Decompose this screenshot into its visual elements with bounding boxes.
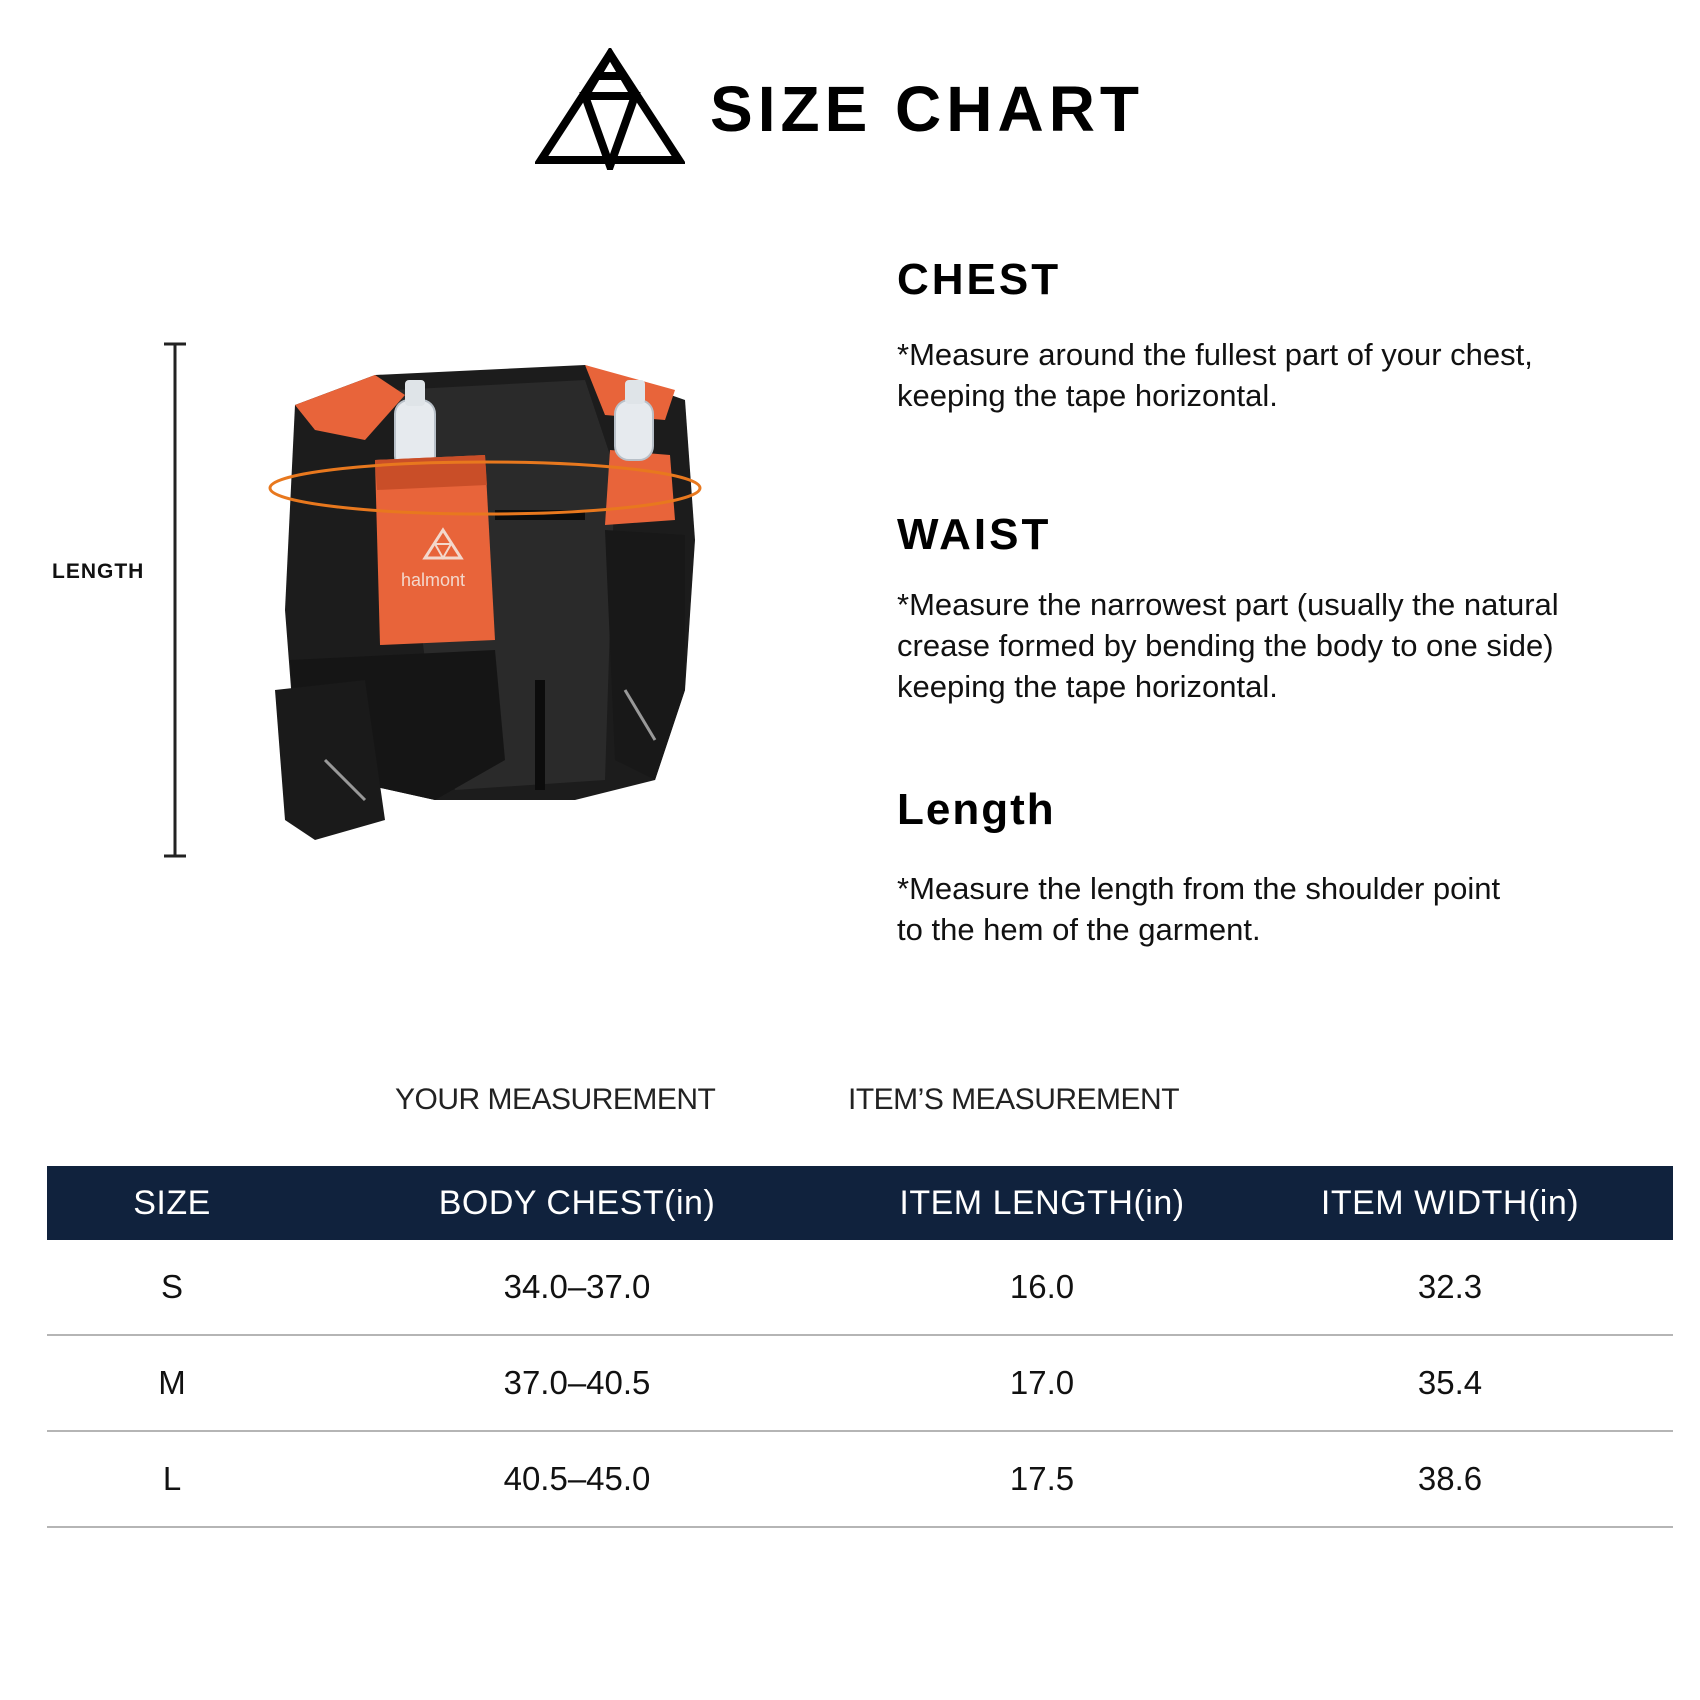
body-chest-cell: 40.5–45.0 (503, 1460, 651, 1497)
item-width-cell: 32.3 (1417, 1268, 1483, 1305)
waist-instructions: *Measure the narrowest part (usually the natural crease formed by bending the body to one side) keeping the tape horizontal. (897, 587, 1559, 704)
column-header-body-chest: BODY CHEST(in) (438, 1183, 716, 1222)
column-header-item-length: ITEM LENGTH(in) (899, 1183, 1185, 1222)
size-cell: M (158, 1364, 186, 1401)
size-cell: S (160, 1268, 183, 1305)
table-row (47, 1240, 1673, 1336)
waist-heading: WAIST (897, 510, 1052, 559)
item-width-cell: 35.4 (1417, 1364, 1483, 1401)
table-header (47, 1166, 1673, 1240)
running-hydration-vest-icon (255, 360, 725, 885)
body-chest-cell: 37.0–40.5 (503, 1364, 651, 1401)
item-length-cell: 17.0 (1009, 1364, 1075, 1401)
table-row (47, 1336, 1673, 1432)
size-cell: L (162, 1460, 182, 1497)
column-header-size: SIZE (133, 1183, 211, 1222)
size-table (47, 1166, 1673, 1528)
vest-brand-text: halmont (400, 570, 466, 590)
mountain-triangle-logo-icon (535, 48, 685, 170)
body-chest-cell: 34.0–37.0 (503, 1268, 651, 1305)
chest-instructions: *Measure around the fullest part of your chest, keeping the tape horizontal. (897, 337, 1533, 413)
table-row (47, 1432, 1673, 1528)
length-instructions: *Measure the length from the shoulder point to the hem of the garment. (897, 871, 1501, 947)
page-title: SIZE CHART (710, 73, 1144, 145)
item-length-cell: 17.5 (1009, 1460, 1075, 1497)
item-width-cell: 38.6 (1417, 1460, 1483, 1497)
length-heading: Length (897, 785, 1056, 834)
chest-heading: CHEST (897, 255, 1062, 304)
item-length-cell: 16.0 (1009, 1268, 1075, 1305)
length-label: LENGTH (52, 560, 145, 583)
your-measurement-label: YOUR MEASUREMENT (395, 1083, 716, 1116)
item-measurement-label: ITEM’S MEASUREMENT (848, 1083, 1180, 1116)
column-header-item-width: ITEM WIDTH(in) (1320, 1183, 1580, 1222)
length-ruler (160, 340, 190, 860)
